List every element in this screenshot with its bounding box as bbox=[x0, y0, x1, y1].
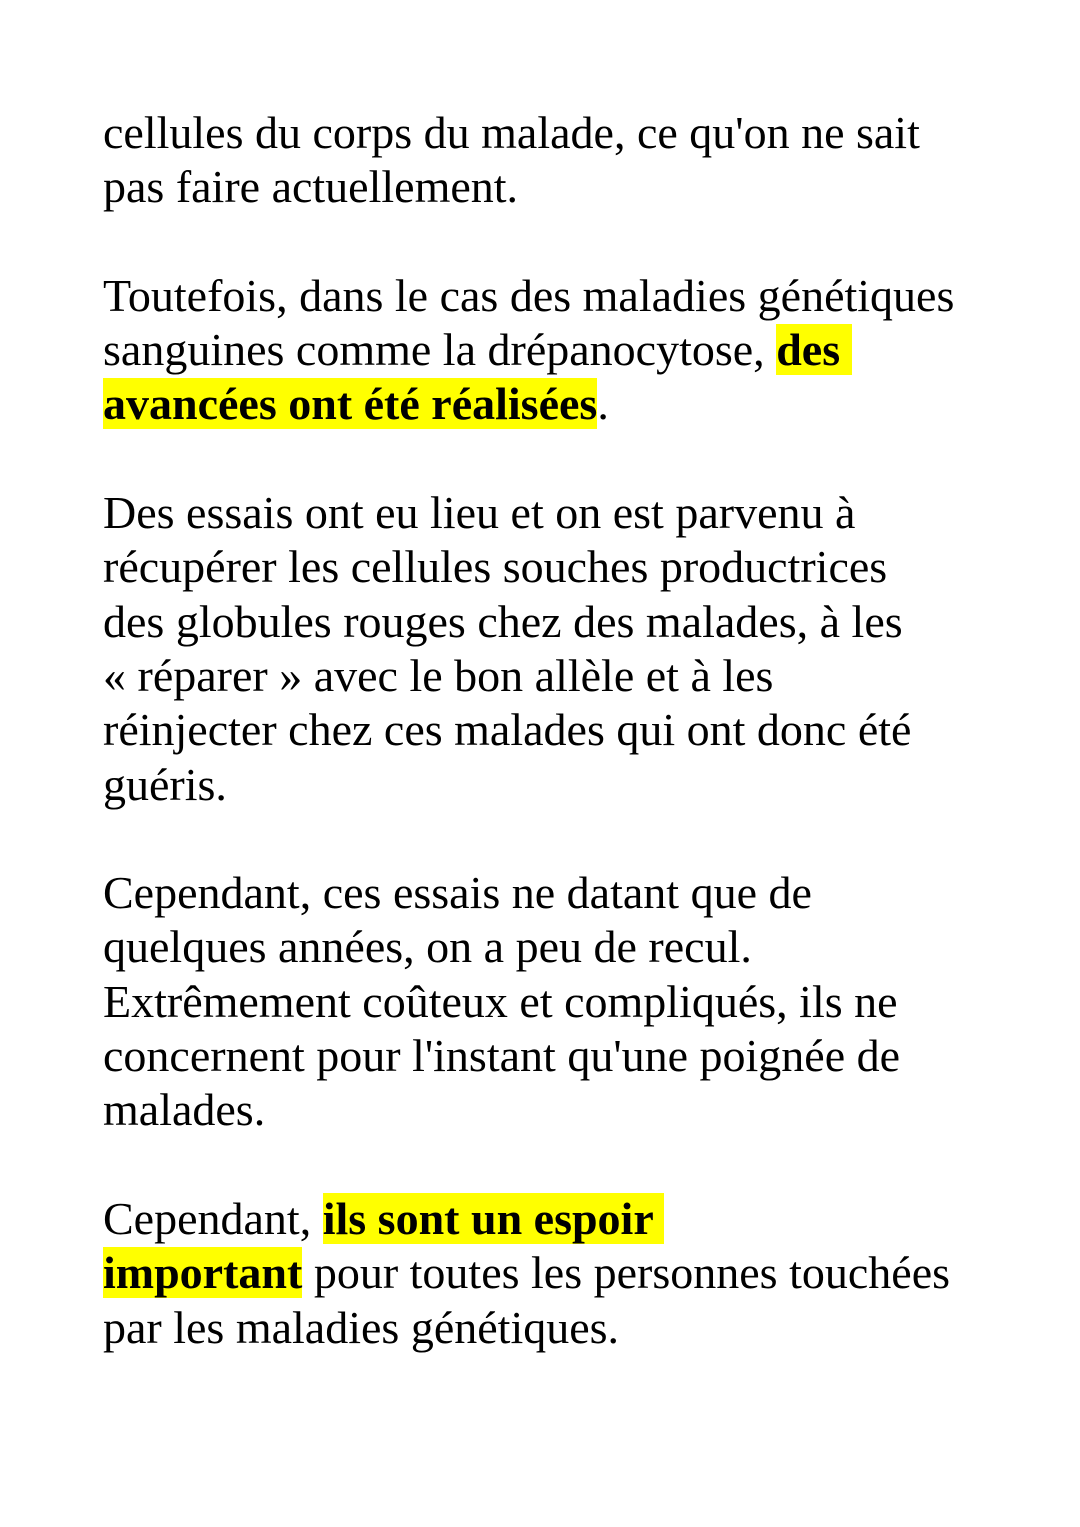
text-segment: par les maladies génétiques. bbox=[103, 1301, 620, 1353]
text-line bbox=[103, 160, 1003, 214]
text-segment: pour toutes les personnes touchées bbox=[302, 1247, 951, 1299]
paragraph bbox=[103, 866, 1003, 1137]
text-line bbox=[103, 269, 1003, 323]
document-body bbox=[103, 106, 1003, 1409]
text-segment: sanguines comme la drépanocytose, bbox=[103, 324, 777, 376]
text-segment: Cependant, ces essais ne datant que de bbox=[103, 867, 812, 919]
text-line bbox=[103, 975, 1003, 1029]
text-line bbox=[103, 1029, 1003, 1083]
text-segment: concernent pour l'instant qu'une poignée de bbox=[103, 1030, 901, 1082]
paragraph bbox=[103, 269, 1003, 432]
text-line bbox=[103, 866, 1003, 920]
text-line bbox=[103, 106, 1003, 160]
text-segment: réinjecter chez ces malades qui ont donc été bbox=[103, 704, 912, 756]
text-segment: Toutefois, dans le cas des maladies génétiques bbox=[103, 269, 955, 321]
text-segment: « réparer » avec le bon allèle et à les bbox=[103, 649, 774, 701]
text-line bbox=[103, 758, 1003, 812]
text-line bbox=[103, 540, 1003, 594]
text-segment: pas faire actuellement. bbox=[103, 161, 519, 213]
paragraph bbox=[103, 486, 1003, 812]
highlighted-text: important bbox=[103, 1247, 303, 1299]
text-line bbox=[103, 703, 1003, 757]
text-line bbox=[103, 1301, 1003, 1355]
text-line bbox=[103, 1083, 1003, 1137]
text-segment: Cependant, bbox=[103, 1192, 323, 1244]
text-line bbox=[103, 920, 1003, 974]
text-line bbox=[103, 595, 1003, 649]
text-segment: Des essais ont eu lieu et on est parvenu à bbox=[103, 487, 856, 539]
text-segment: des globules rouges chez des malades, à les bbox=[103, 595, 903, 647]
highlighted-text: ils sont un espoir bbox=[322, 1192, 665, 1244]
paragraph bbox=[103, 106, 1003, 215]
text-line bbox=[103, 1246, 1003, 1300]
text-segment: . bbox=[597, 378, 609, 430]
highlighted-text: des bbox=[776, 324, 852, 376]
text-segment: quelques années, on a peu de recul. bbox=[103, 921, 752, 973]
text-line bbox=[103, 649, 1003, 703]
text-segment: malades. bbox=[103, 1084, 266, 1136]
text-line bbox=[103, 486, 1003, 540]
text-line bbox=[103, 323, 1003, 377]
paragraph bbox=[103, 1192, 1003, 1355]
text-segment: Extrêmement coûteux et compliqués, ils ne bbox=[103, 975, 898, 1027]
text-line bbox=[103, 377, 1003, 431]
text-segment: récupérer les cellules souches productrices bbox=[103, 541, 888, 593]
text-segment: cellules du corps du malade, ce qu'on ne sait bbox=[103, 107, 920, 158]
highlighted-text: avancées ont été réalisées bbox=[103, 378, 598, 430]
text-segment: guéris. bbox=[103, 758, 227, 810]
text-line bbox=[103, 1192, 1003, 1246]
